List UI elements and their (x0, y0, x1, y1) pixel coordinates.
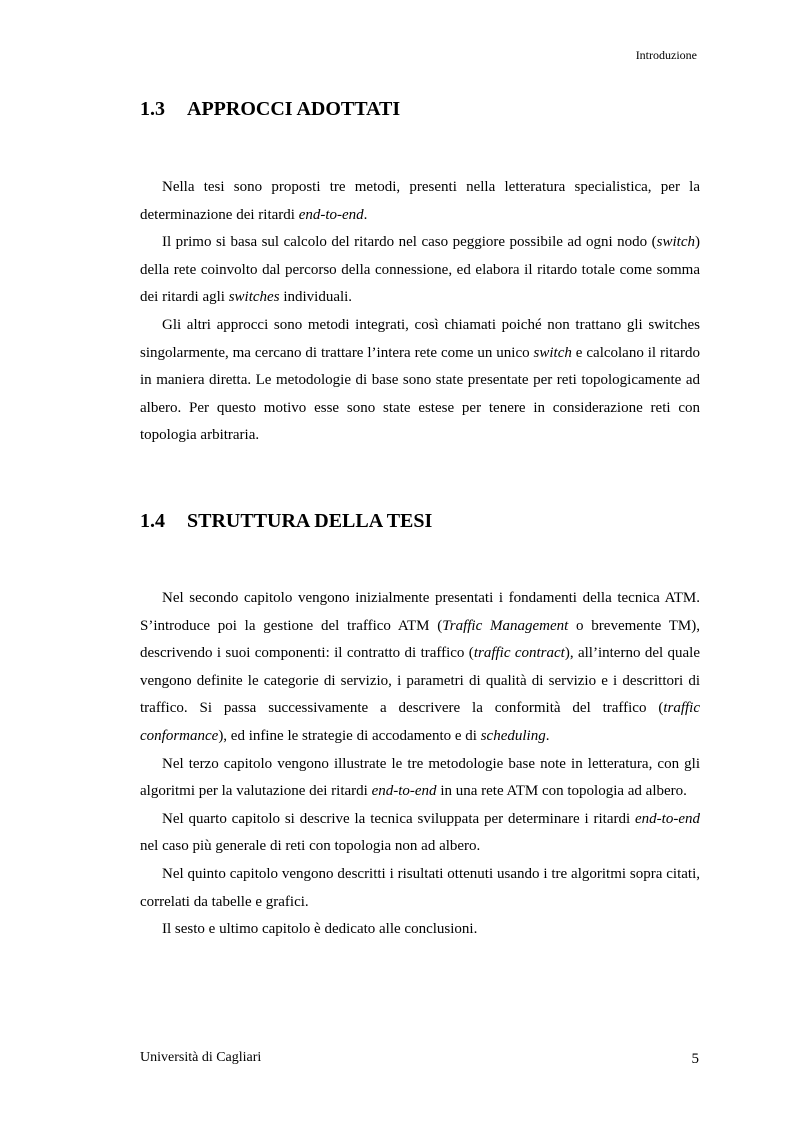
text-run: Il sesto e ultimo capitolo è dedicato alle conclusioni. (162, 921, 478, 938)
text-run: nel caso più generale di reti con topologia non ad albero. (140, 838, 481, 855)
text-run: Nel quinto capitolo vengono descritti i risultati ottenuti usando i tre algoritmi sopra citati, correlati da tabelle e grafici. (140, 865, 700, 910)
text-run: . (363, 206, 368, 223)
text-run: ), ed infine le strategie di accodamento e di (218, 727, 481, 744)
text-run: e calcolano il ritardo in maniera diretta. Le metodologie di base sono state presentate per reti topologicamente ad albero. Per questo motivo esse sono state estese per tenere in considerazione reti con topologia arbitraria. (140, 344, 700, 444)
text-run: o brevemente TM), descrivendo i suoi componenti: il contratto di traffico ( (140, 617, 700, 662)
text-run: ), all’interno del quale vengono definite le categorie di servizio, i parametri di qualità di servizio e i descrittori di traffico. Si passa successivamente a descrivere la conformità del traffico ( (140, 645, 700, 717)
italic-term: traffic conformance (140, 700, 700, 744)
body-paragraph (140, 585, 700, 751)
italic-term: switch (656, 234, 695, 251)
italic-term: switches (228, 289, 280, 306)
italic-term: Traffic Management (442, 617, 569, 634)
section-number: 1.4 (140, 510, 165, 532)
text-run: Il primo si basa sul calcolo del ritardo nel caso peggiore possibile ad ogni nodo ( (162, 234, 657, 251)
italic-term: switch (533, 344, 572, 361)
text-run: individuali. (279, 289, 353, 306)
text-run: ) della rete coinvolto dal percorso della connessione, ed elabora il ritardo totale come somma dei ritardi agli (140, 234, 700, 306)
section-body-1-3 (140, 174, 700, 450)
body-paragraph (140, 751, 700, 806)
body-paragraph (140, 916, 700, 944)
text-run: Nel secondo capitolo vengono inizialmente presentati i fondamenti della tecnica ATM. S’introduce poi la gestione del traffico ATM ( (140, 590, 700, 634)
section-title: STRUTTURA DELLA TESI (187, 510, 433, 532)
body-paragraph (140, 861, 700, 916)
italic-term: scheduling (480, 727, 546, 744)
page-number: 5 (691, 1051, 699, 1067)
text-run: Nella tesi sono proposti tre metodi, presenti nella letteratura specialistica, per la determinazione dei ritardi (140, 179, 700, 223)
text-run: Nel quarto capitolo si descrive la tecnica sviluppata per determinare i ritardi (162, 810, 636, 827)
section-heading-1-3 (140, 98, 400, 121)
italic-term: traffic contract (473, 645, 565, 662)
footer-institution: Università di Cagliari (140, 1050, 262, 1065)
italic-term: end-to-end (371, 783, 437, 800)
running-header: Introduzione (635, 48, 697, 62)
text-run: Gli altri approcci sono metodi integrati, così chiamati poiché non trattano gli switches singolarmente, ma cercano di trattare l’intera rete come un unico (140, 316, 700, 361)
body-paragraph (140, 174, 700, 229)
text-run: in una rete ATM con topologia ad albero. (436, 783, 687, 800)
body-paragraph (140, 229, 700, 312)
section-title: APPROCCI ADOTTATI (187, 98, 401, 120)
text-run: . (545, 727, 550, 744)
section-heading-1-4 (140, 510, 432, 533)
italic-term: end-to-end (635, 810, 700, 827)
body-paragraph (140, 312, 700, 450)
section-number: 1.3 (140, 98, 165, 120)
italic-term: end-to-end (298, 206, 364, 223)
body-paragraph (140, 806, 700, 861)
text-run: Nel terzo capitolo vengono illustrate le tre metodologie base note in letteratura, con gli algoritmi per la valutazione dei ritardi (140, 755, 700, 800)
section-body-1-4 (140, 585, 700, 944)
